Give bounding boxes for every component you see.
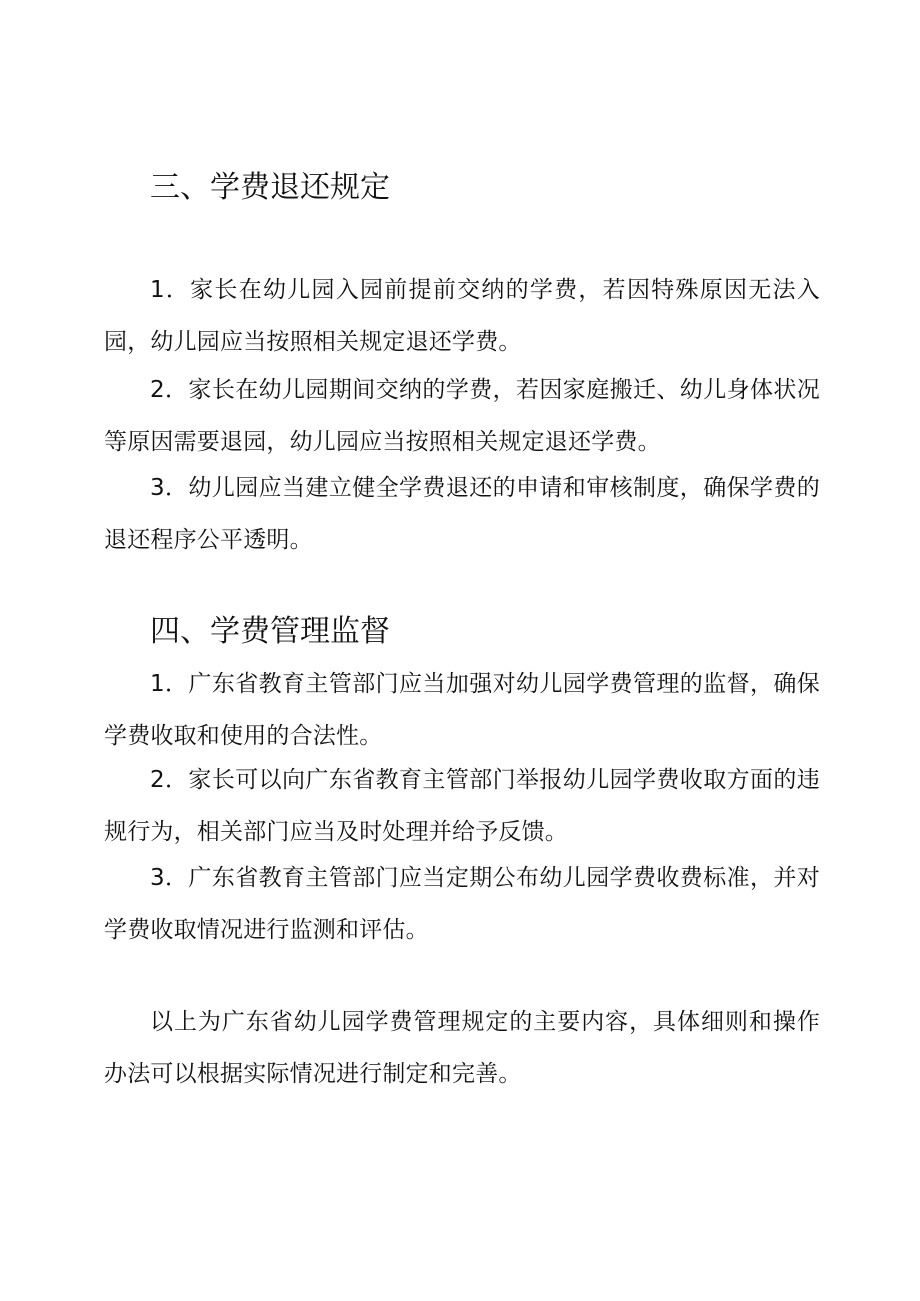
section-3-item-2: 2．家长在幼儿园期间交纳的学费，若因家庭搬迁、幼儿身体状况等原因需要退园，幼儿园应当按照相关规定退还学费。 — [104, 377, 820, 455]
section-4-heading: 四、学费管理监督 — [150, 614, 390, 649]
section-3-item-1: 1．家长在幼儿园入园前提前交纳的学费，若因特殊原因无法入园，幼儿园应当按照相关规定退还学费。 — [104, 277, 820, 355]
closing-paragraph: 以上为广东省幼儿园学费管理规定的主要内容，具体细则和操作办法可以根据实际情况进行制定和完善。 — [104, 1009, 820, 1087]
section-4-item-3: 3．广东省教育主管部门应当定期公布幼儿园学费收费标准，并对学费收取情况进行监测和评估。 — [104, 865, 820, 943]
section-3-heading: 三、学费退还规定 — [150, 170, 390, 205]
section-4-item-1: 1．广东省教育主管部门应当加强对幼儿园学费管理的监督，确保学费收取和使用的合法性。 — [104, 671, 820, 749]
section-3-item-3: 3．幼儿园应当建立健全学费退还的申请和审核制度，确保学费的退还程序公平透明。 — [104, 475, 820, 553]
section-4-item-2: 2．家长可以向广东省教育主管部门举报幼儿园学费收取方面的违规行为，相关部门应当及时处理并给予反馈。 — [104, 767, 820, 845]
